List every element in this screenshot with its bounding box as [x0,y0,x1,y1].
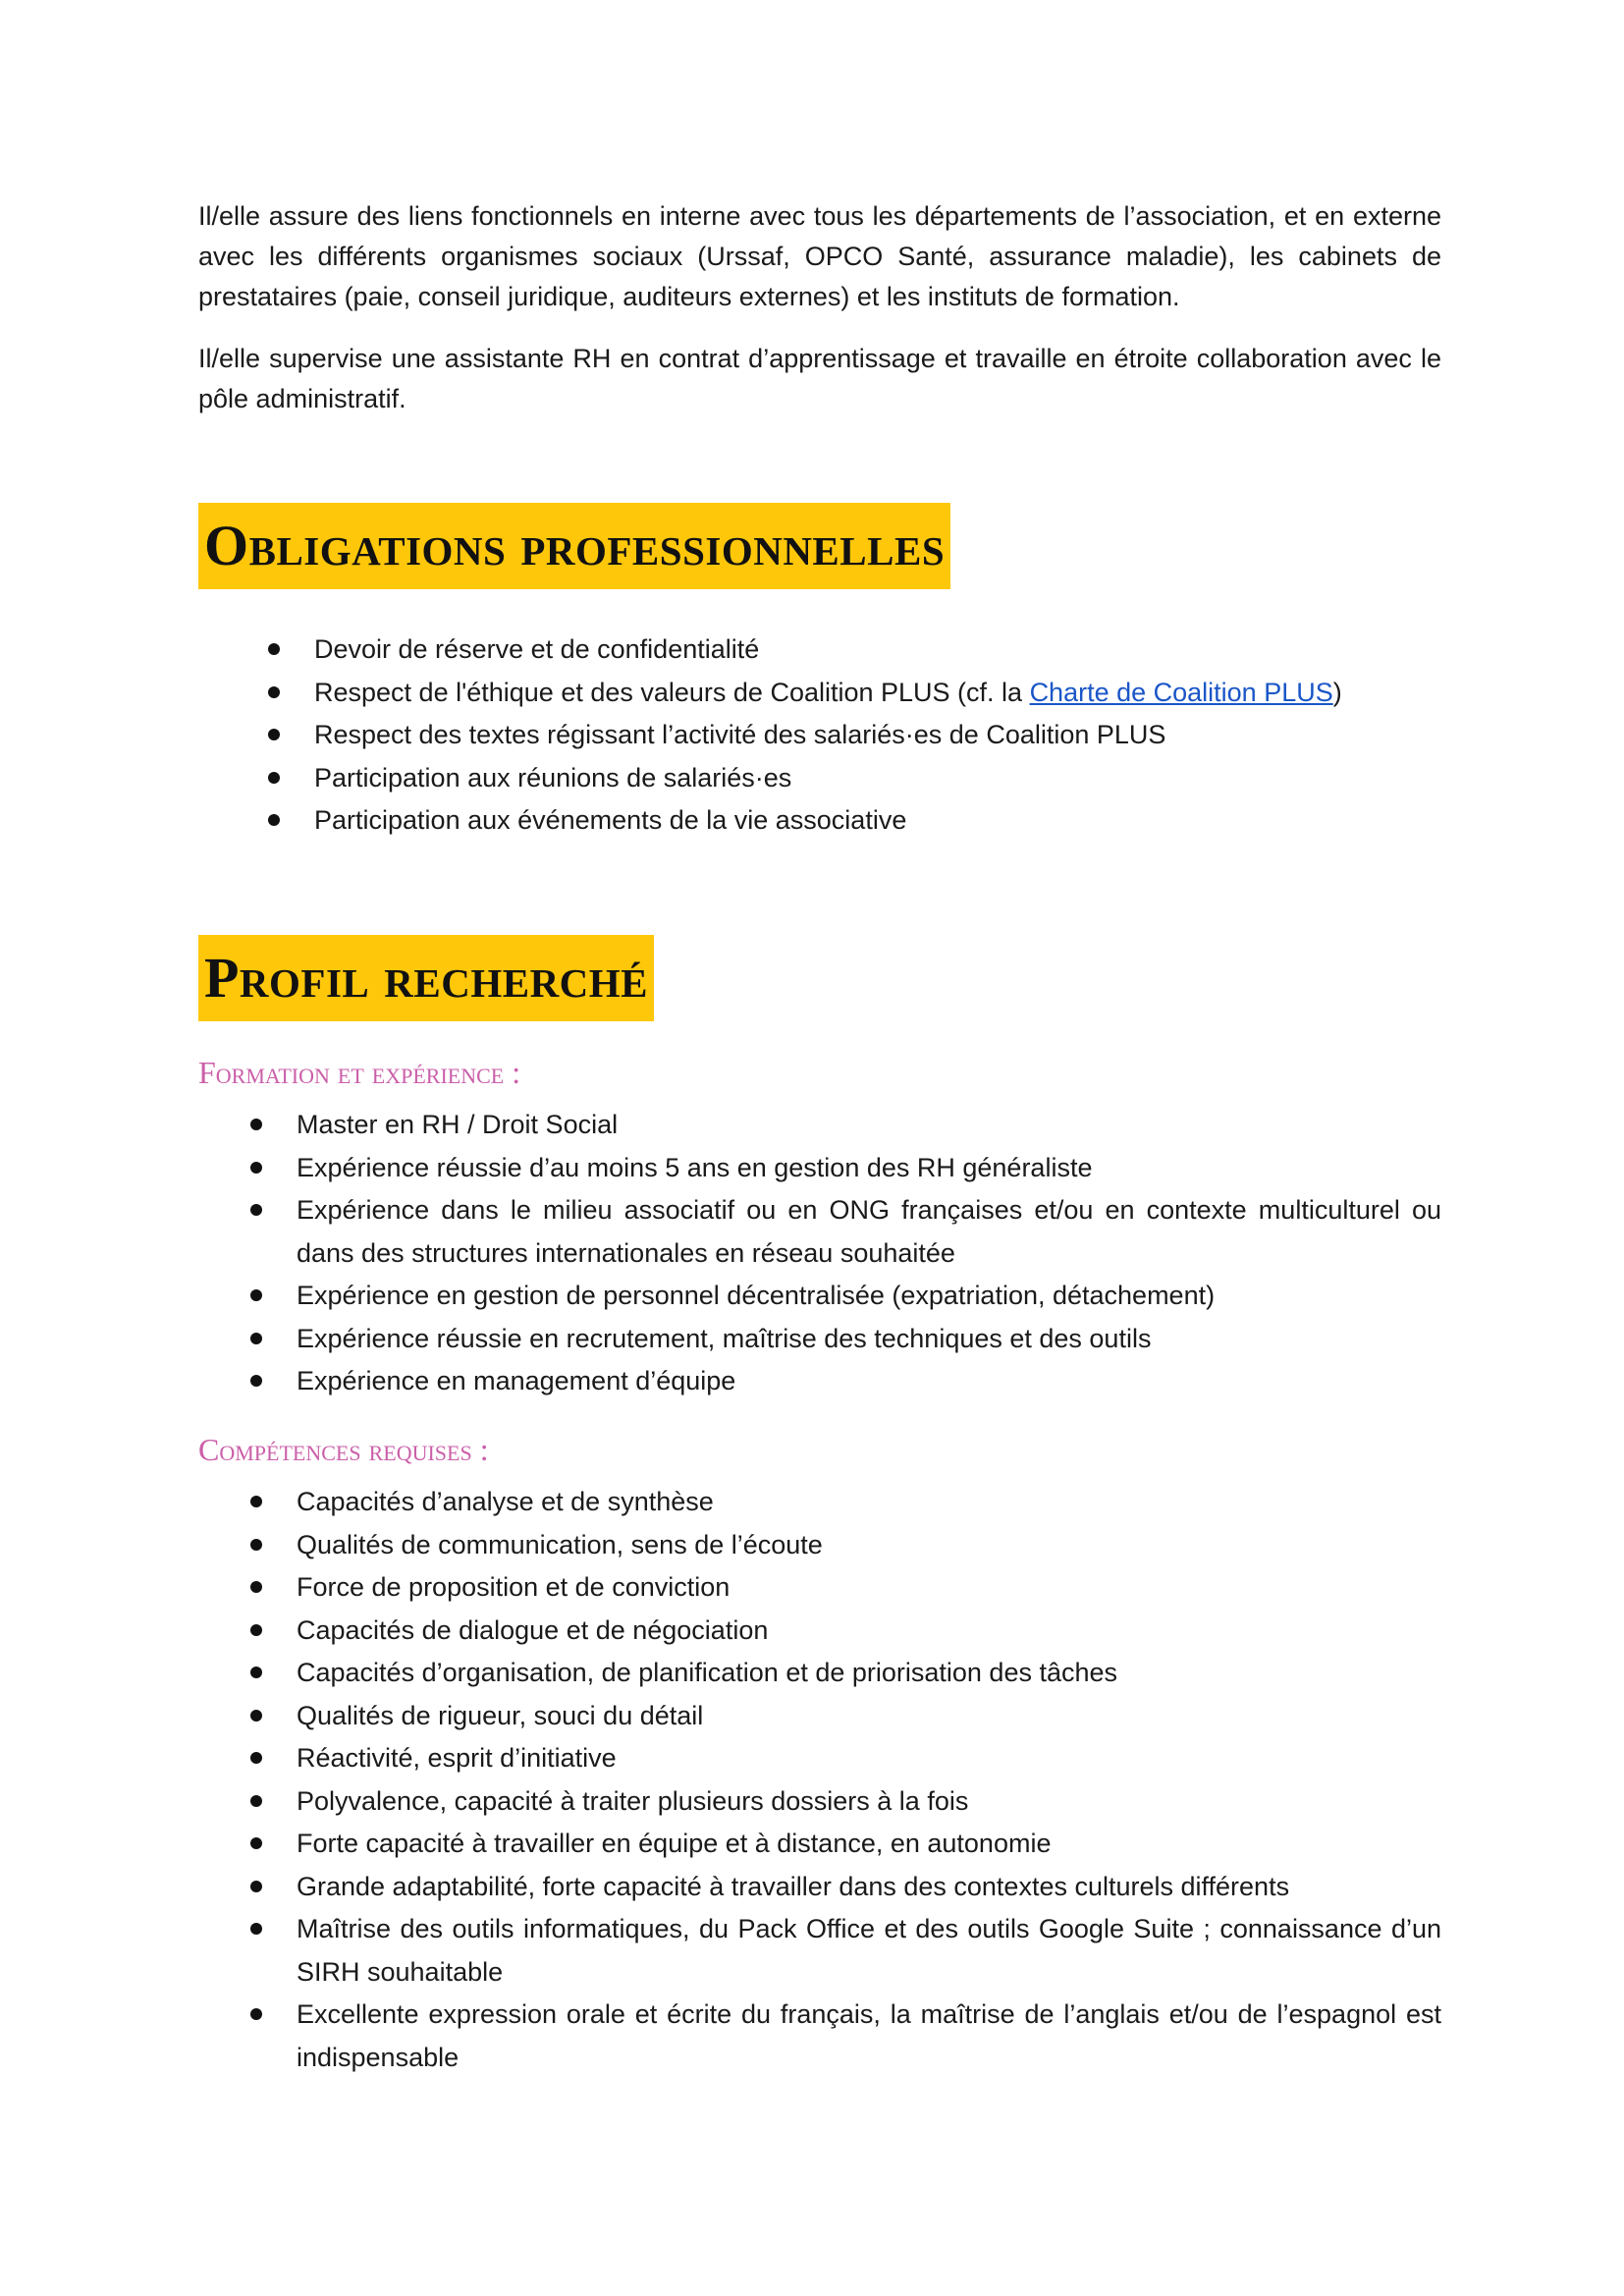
list-item: Expérience réussie en recrutement, maîtrise des techniques et des outils [297,1318,1441,1361]
list-item: Capacités d’analyse et de synthèse [297,1481,1441,1524]
bullet-icon [250,1881,262,1892]
bullet-icon [268,643,280,655]
bullet-icon [250,1204,262,1216]
list-item: Participation aux événements de la vie associative [314,799,1441,843]
bullet-icon [268,814,280,826]
bullet-icon [250,1119,262,1130]
list-item: Respect des textes régissant l’activité des salariés·es de Coalition PLUS [314,714,1441,757]
bullet-icon [250,1496,262,1507]
bullet-icon [250,2008,262,2020]
bullet-icon [250,1667,262,1678]
list-item: Master en RH / Droit Social [297,1104,1441,1147]
subheading-competences: Compétences requises : [198,1432,489,1467]
obligations-list [314,629,1441,843]
list-item: Expérience dans le milieu associatif ou en ONG françaises et/ou en contexte multiculturel ou dans des structures internationales en réseau souhaitée [297,1189,1441,1275]
list-item: Respect de l'éthique et des valeurs de Coalition PLUS (cf. la Charte de Coalition PLUS) [314,672,1441,715]
intro-paragraph-2: Il/elle supervise une assistante RH en contrat d’apprentissage et travaille en étroite collaboration avec le pôle administratif. [198,344,1441,413]
list-item: Expérience réussie d’au moins 5 ans en gestion des RH généraliste [297,1147,1441,1190]
bullet-icon [250,1624,262,1636]
bullet-icon [250,1289,262,1301]
bullet-icon [250,1581,262,1593]
formation-list [297,1104,1441,1403]
list-item: Qualités de rigueur, souci du détail [297,1695,1441,1738]
list-item: Forte capacité à travailler en équipe et à distance, en autonomie [297,1823,1441,1866]
bullet-icon [250,1710,262,1722]
charte-link[interactable]: Charte de Coalition PLUS [1029,677,1333,707]
bullet-icon [250,1752,262,1764]
bullet-icon [250,1923,262,1935]
bullet-icon [250,1795,262,1807]
list-item: Polyvalence, capacité à traiter plusieurs dossiers à la fois [297,1780,1441,1824]
competences-list [297,1481,1441,2079]
list-item: Qualités de communication, sens de l’écoute [297,1524,1441,1567]
list-item: Maîtrise des outils informatiques, du Pack Office et des outils Google Suite ; connaissance d’un SIRH souhaitable [297,1908,1441,1994]
bullet-icon [268,729,280,740]
list-item: Excellente expression orale et écrite du français, la maîtrise de l’anglais et/ou de l’espagnol est indispensable [297,1994,1441,2079]
section-heading-profil: Profil recherché [198,935,654,1021]
bullet-icon [268,686,280,698]
list-item: Grande adaptabilité, forte capacité à travailler dans des contextes culturels différents [297,1866,1441,1909]
list-item: Réactivité, esprit d’initiative [297,1737,1441,1780]
list-item: Devoir de réserve et de confidentialité [314,629,1441,672]
list-item: Capacités d’organisation, de planification et de priorisation des tâches [297,1652,1441,1695]
bullet-icon [250,1837,262,1849]
list-item: Capacités de dialogue et de négociation [297,1610,1441,1653]
subheading-formation: Formation et expérience : [198,1055,521,1090]
list-item: Expérience en management d’équipe [297,1360,1441,1403]
list-item: Force de proposition et de conviction [297,1566,1441,1610]
bullet-icon [250,1539,262,1551]
list-item: Expérience en gestion de personnel décentralisée (expatriation, détachement) [297,1275,1441,1318]
bullet-icon [250,1375,262,1387]
list-item: Participation aux réunions de salariés·es [314,757,1441,800]
bullet-icon [268,772,280,784]
section-heading-obligations: Obligations professionnelles [198,503,950,589]
bullet-icon [250,1162,262,1174]
intro-paragraph-1: Il/elle assure des liens fonctionnels en interne avec tous les départements de l’association, et en externe avec les différents organismes sociaux (Urssaf, OPCO Santé, assurance maladie), les cabinets de prestataires (paie, conseil juridique, auditeurs externes) et les instituts de formation. [198,201,1441,311]
bullet-icon [250,1333,262,1344]
